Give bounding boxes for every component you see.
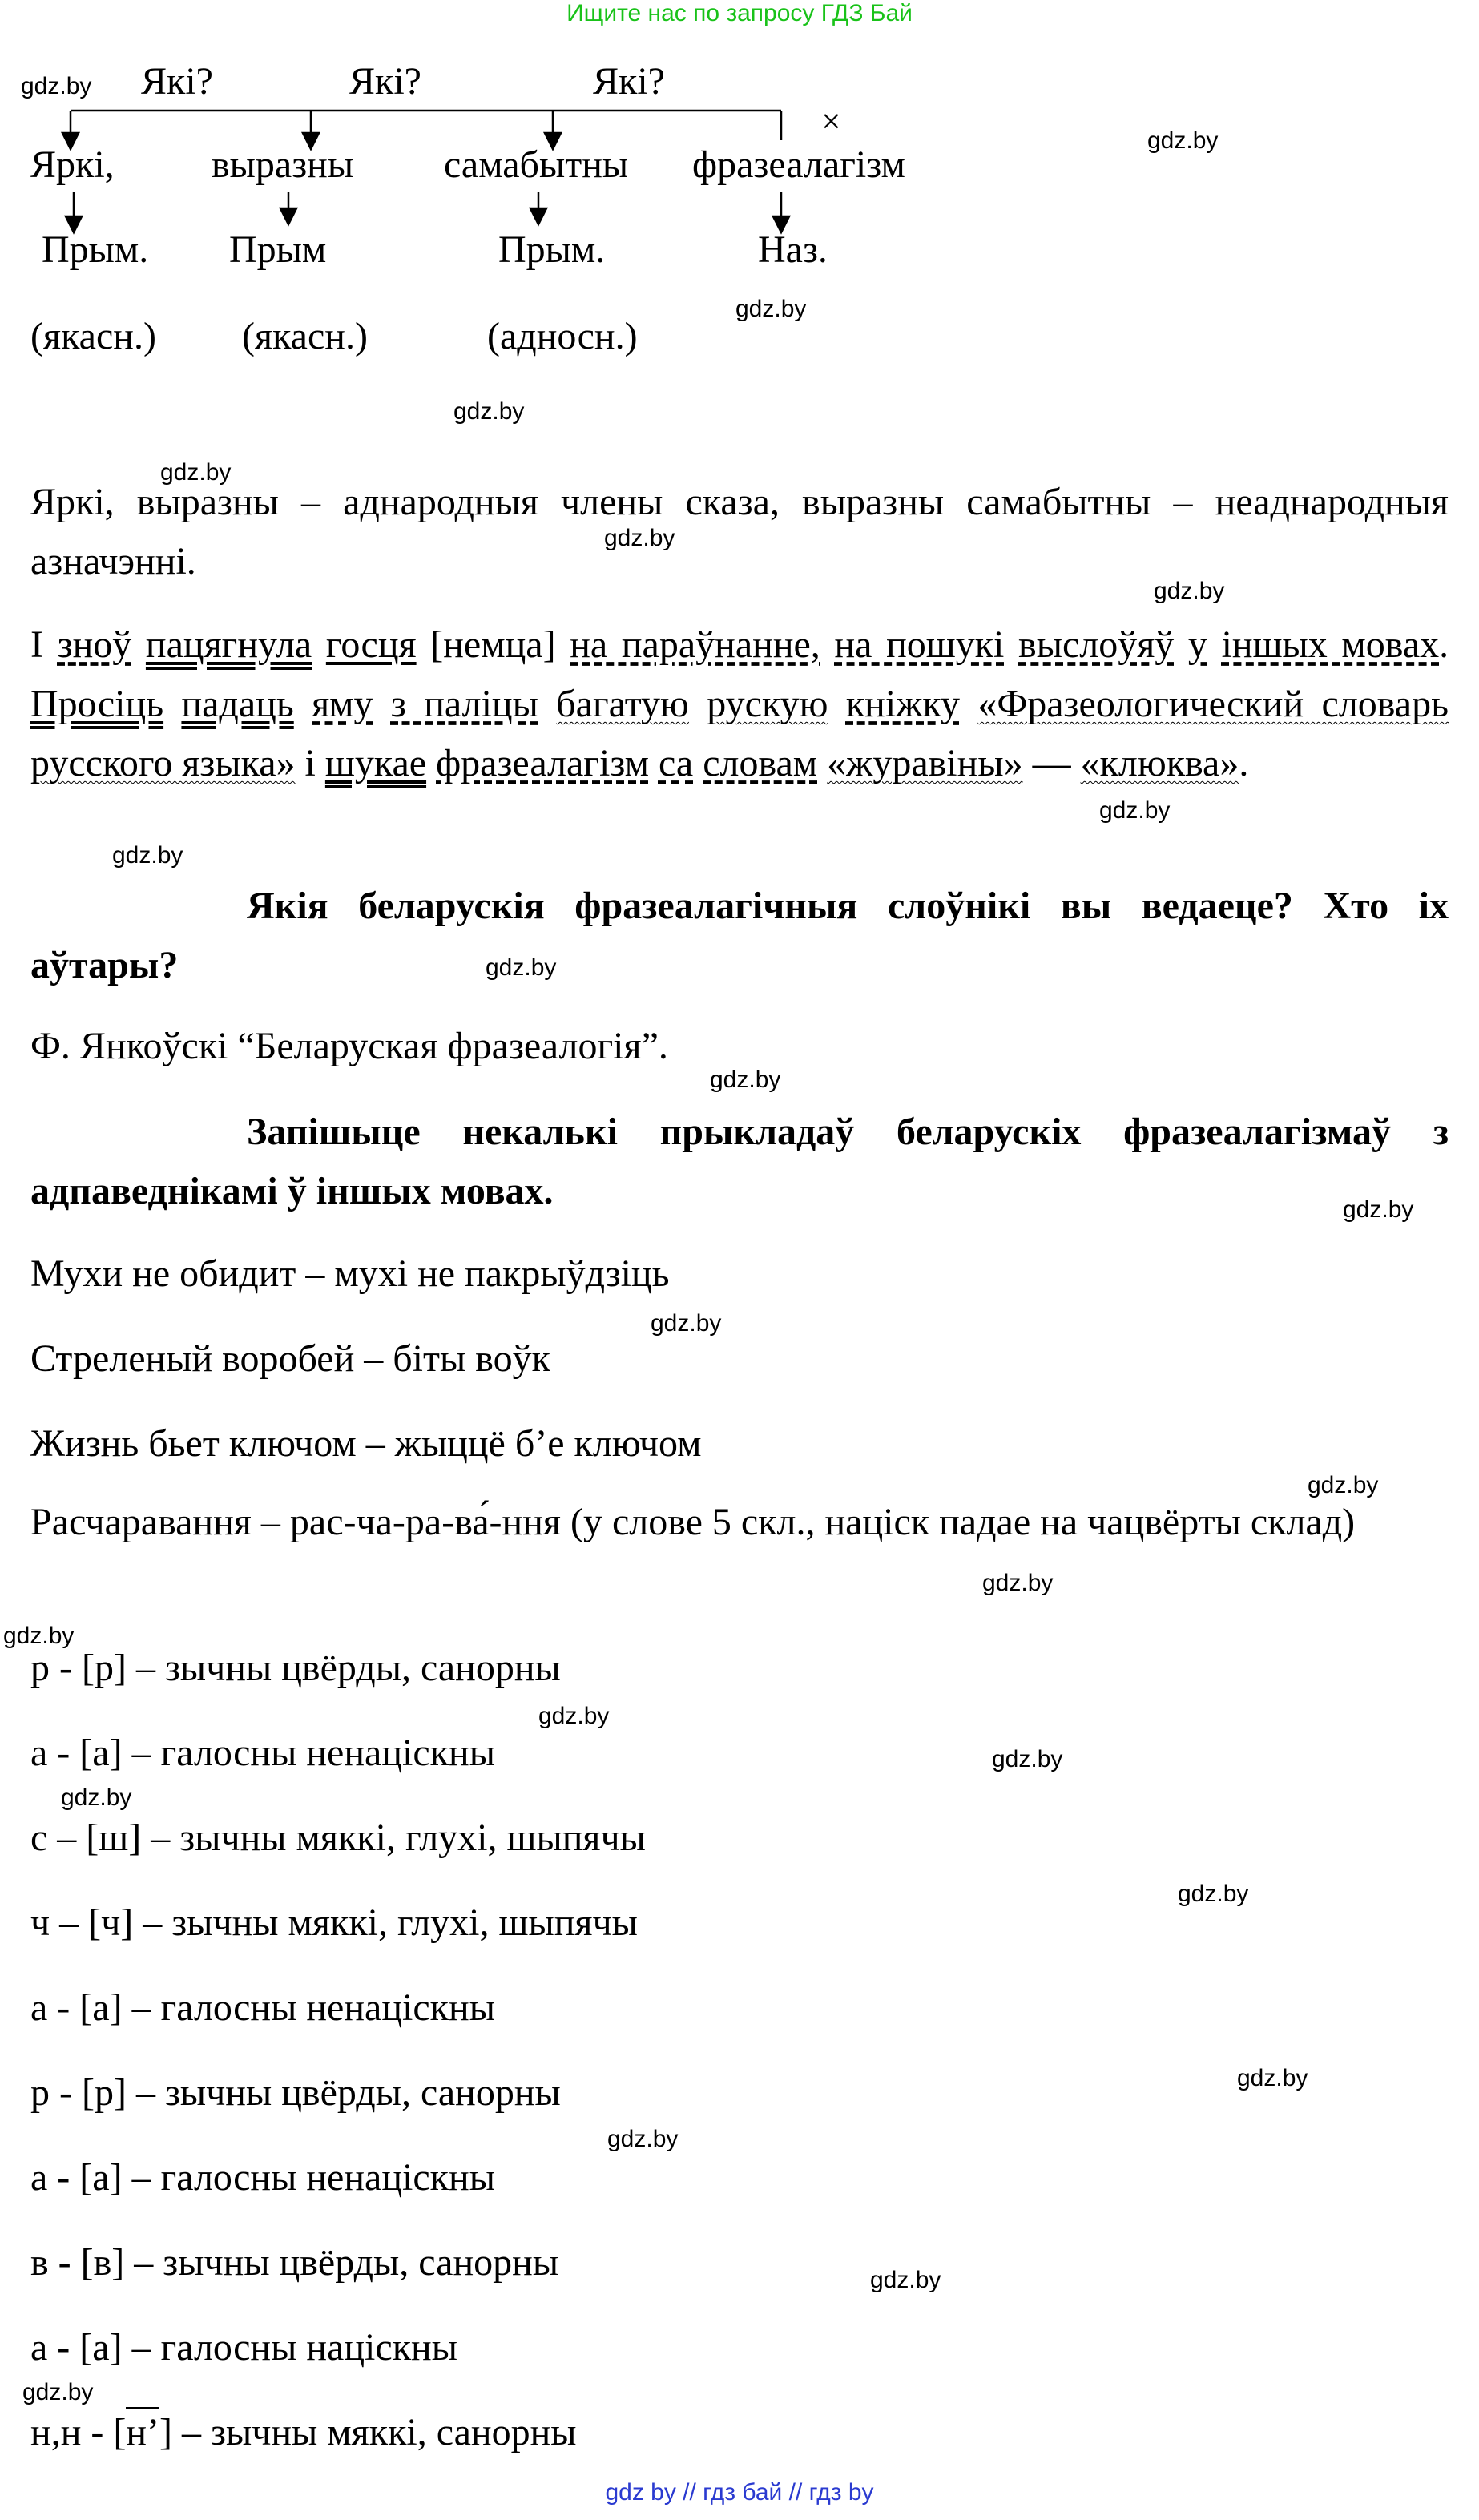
top-banner[interactable]: Ищите нас по запросу ГДЗ Бай — [566, 0, 913, 26]
sentence-word: «клюква» — [1080, 742, 1239, 784]
watermark: gdz.by — [651, 1310, 722, 1337]
sentence-word: госця — [325, 623, 417, 666]
sentence-word: . — [1239, 742, 1249, 784]
watermark: gdz.by — [735, 296, 807, 322]
example-line: Жизнь бьет ключом – жыццё б’е ключом — [30, 1422, 702, 1465]
watermark: gdz.by — [22, 2379, 94, 2405]
sentence-word: зноў — [57, 623, 132, 666]
diagram-word: Яркі, — [30, 143, 115, 186]
sentence-word: выслоўяў — [1018, 623, 1175, 666]
watermark: gdz.by — [1099, 797, 1171, 824]
watermark: gdz.by — [1237, 2065, 1308, 2091]
part-of-speech: Прым — [229, 228, 327, 271]
diagram-word: выразны — [212, 143, 354, 186]
part-of-speech: Прым. — [498, 228, 606, 271]
sound-letter — [126, 2410, 159, 2455]
sentence-word: Просіць — [30, 683, 164, 725]
watermark: gdz.by — [61, 1784, 132, 1811]
adjective-kind: (якасн.) — [242, 315, 368, 357]
watermark: gdz.by — [1154, 578, 1225, 604]
watermark: gdz.by — [1178, 1881, 1249, 1907]
part-of-speech: Прым. — [42, 228, 149, 271]
sound-line — [30, 2410, 577, 2455]
part-of-speech: Наз. — [758, 228, 828, 271]
cross-mark: × — [821, 102, 841, 141]
adjective-kind: (адносн.) — [487, 315, 638, 357]
sentence-word: багатую — [556, 683, 689, 725]
sentence-word: іншых мовах — [1221, 623, 1440, 666]
sentence-word: шукае — [324, 742, 427, 784]
sound-line: р - [р] – зычны цвёрды, санорны — [30, 1647, 561, 1689]
sentence-word: са — [658, 742, 694, 784]
parsed-sentence — [30, 615, 1449, 793]
sound-line: а - [а] – галосны ненаціскны — [30, 2156, 495, 2199]
sound-line: а - [а] – галосны ненаціскны — [30, 1986, 495, 2029]
watermark: gdz.by — [1308, 1472, 1379, 1498]
sentence-word: яму — [312, 683, 373, 725]
sound-line: р - [р] – зычны цвёрды, санорны — [30, 2071, 561, 2114]
sound-line: в - [в] – зычны цвёрды, санорны — [30, 2241, 559, 2284]
question-label: Які? — [141, 60, 213, 103]
watermark: gdz.by — [607, 2126, 679, 2152]
watermark: gdz.by — [486, 954, 557, 981]
sound-suffix: ] – зычны мяккі, санорны — [159, 2411, 577, 2453]
diagram-word: фразеалагізм — [692, 143, 905, 186]
adjective-kind: (якасн.) — [30, 315, 156, 357]
watermark: gdz.by — [3, 1623, 75, 1649]
watermark: gdz.by — [112, 842, 183, 869]
sentence-word: «журавіны» — [827, 742, 1023, 784]
sound-line: а - [а] – галосны ненаціскны — [30, 1732, 495, 1774]
watermark: gdz.by — [982, 1570, 1054, 1596]
watermark: gdz.by — [1147, 127, 1219, 154]
watermark: gdz.by — [870, 2267, 941, 2293]
sentence-word: на пошукі — [834, 623, 1005, 666]
sentence-word: І — [30, 623, 43, 666]
sound-prefix: н,н - [ — [30, 2411, 127, 2453]
watermark: gdz.by — [21, 73, 92, 99]
sentence-word: у — [1187, 623, 1207, 666]
note-paragraph: Яркі, выразны – аднародныя члены сказа, выразны самабытны – неаднародныя азначэнні. — [30, 481, 1449, 583]
question-label: Які? — [349, 60, 421, 103]
watermark: gdz.by — [1343, 1196, 1414, 1223]
sound-line: ч – [ч] – зычны мяккі, глухі, шыпячы — [30, 1901, 638, 1944]
answer-text: Ф. Янкоўскі “Беларуская фразеалогія”. — [30, 1025, 668, 1067]
watermark: gdz.by — [453, 398, 525, 425]
watermark: gdz.by — [604, 525, 675, 551]
watermark: gdz.by — [710, 1066, 781, 1093]
sound-line: с – [ш] – зычны мяккі, глухі, шыпячы — [30, 1816, 646, 1859]
example-line: Стреленый воробей – біты воўк — [30, 1337, 550, 1380]
analysis-paragraph: Расчаравання – рас-ча-ра-ва́-ння (у слове 5 скл., націск падае на чацвёрты склад) — [30, 1501, 1356, 1543]
sentence-word: і — [304, 742, 316, 784]
bottom-banner[interactable]: gdz by // гдз бай // гдз by — [605, 2479, 874, 2506]
sentence-word: пацягнула — [145, 623, 312, 666]
sound-letter-text: н’ — [126, 2411, 160, 2453]
question-heading: Запішыце некалькі прыкладаў беларускіх фразеалагізмаў з адпаведнікамі ў іншых мовах. — [30, 1111, 1449, 1212]
watermark: gdz.by — [538, 1703, 610, 1729]
sentence-word: падаць — [181, 683, 294, 725]
sentence-word: «Фразеологический словарь русского языка» — [30, 683, 1449, 784]
sentence-word: рускую — [707, 683, 828, 725]
watermark: gdz.by — [160, 459, 232, 486]
macron-mark — [126, 2407, 159, 2409]
question-heading: Якія беларускія фразеалагічныя слоўнікі вы ведаеце? Хто іх аўтары? — [30, 885, 1449, 986]
example-line: Мухи не обидит – мухі не пакрыўдзіць — [30, 1252, 670, 1295]
sentence-word: — — [1032, 742, 1071, 784]
sentence-word: на параўнанне, — [570, 623, 820, 666]
diagram-word: самабытны — [444, 143, 629, 186]
watermark: gdz.by — [992, 1746, 1063, 1772]
sentence-word: [немца] — [430, 623, 556, 666]
sentence-word: з паліцы — [390, 683, 538, 725]
sentence-word: фразеалагізм — [436, 742, 649, 784]
sentence-word: словам — [703, 742, 818, 784]
question-label: Які? — [593, 60, 665, 103]
sentence-word: кніжку — [845, 683, 960, 725]
sentence-word: . — [1439, 623, 1449, 666]
sound-line: а - [а] – галосны націскны — [30, 2326, 457, 2369]
